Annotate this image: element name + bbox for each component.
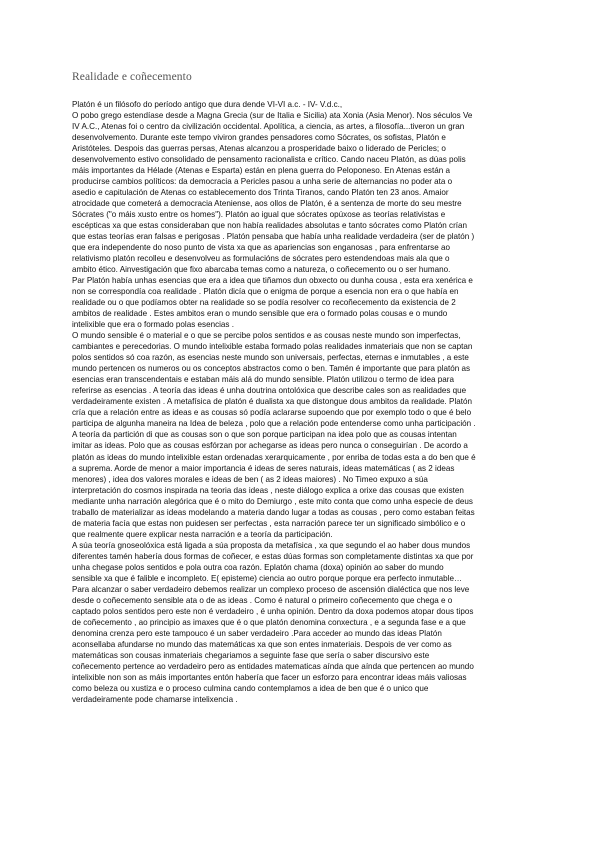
body-line: Platón é un filósofo do período antigo que dura dende VI-VI a.c. - IV- V.d.c., (72, 100, 343, 109)
body-line: verdadeiramente pode chamarse intelixencia . (72, 694, 238, 704)
body-line: intelixible non son as máis importantes entón habería que facer un esforzo para encontrar ideas máis valiosas (72, 672, 467, 682)
body-line: verdadeiramente existen . A metafísica de platón é dualista xa que distongue dous ambitos da realidade. Platón (72, 397, 472, 407)
body-line: diferentes tamén habería dous formas de coñecer, e estas dúas formas son completamente distintas xa que por (72, 551, 474, 561)
body-line: atrocidade que cometerá a democracia Ateniense, aos ollos de Platón, é a sentenza de morte do seu mestre (72, 199, 462, 209)
body-line: que estas teorías eran falsas e perigosas . Platón pensaba que había unha realidade verdadeira (ser de platón ) (72, 232, 475, 242)
body-line: escépticas xa que estas consideraban que non había realidades absolutas e tanto sócrates como Platón crían (72, 221, 468, 231)
body-line: captado polos sentidos pero este non é verdadeiro , é unha opinión. Dentro da doxa podemos atopar dous tipos (72, 606, 474, 616)
body-line: referirse as esencias . A teoría das ideas é unha doutrina ontolóxica que describe cales son as realidades que (72, 386, 467, 396)
body-line: O mundo sensible é o material e o que se percibe polos sentidos e as cousas neste mundo son imperfectas, (72, 331, 461, 341)
body-line: menores) , idea dos valores morales e ideas de ben ( as 2 ideas maiores) . No Timeo expuxo a súa (72, 474, 428, 484)
body-line: cambiantes e perecedorias. O mundo intelixible estaba formado polas realidades inmateriais que non se captan (72, 342, 473, 352)
body-line: sensible xa que é falible e incompleto. E( episteme) ciencia ao outro porque porque era perfecto inmutable… (72, 573, 463, 583)
body-line: ambito ético. Ainvestigación que fixo abarcaba temas como a natureza, o coñecemento ou o ser humano. (72, 265, 451, 275)
document-title: Realidade e coñecemento (72, 71, 192, 83)
body-line: Par Platón había unhas esencias que era a idea que tiñamos dun obxecto ou dunha cousa , esta era xenérica e (72, 276, 473, 286)
body-line: producirse cambios políticos: da democracia a Pericles pasou a unha serie de alternancias no poder ata o (72, 177, 453, 187)
body-line: que realmente quere explicar nesta narración e a teoría da participación. (72, 529, 333, 539)
body-line: unha chegase polos sentidos e pola outra coa razón. Eplatón chama (doxa) opinión ao saber do mundo (72, 562, 444, 572)
body-line: polos sentidos só coa razón, as esencias neste mundo son universais, perfectas, eternas e inmutables , a este (72, 353, 469, 363)
body-line: intelixible que era o formado polas esencias . (72, 320, 234, 330)
body-line: desde o coñecemento sensible ata o de as ideas . Como é natural o primeiro coñecemento que chega e o (72, 595, 453, 605)
body-line: aconsellaba afundarse no mundo das matemáticas xa que son entes inmateriais. Despois de ver como as (72, 639, 452, 649)
body-line: matemáticas son cousas inmateriais chegariamos a seguinte fase que sería o saber discursivo este (72, 650, 430, 660)
body-line: Aristóteles. Despois das guerras persas, Atenas alcanzou a prosperidade baixo o liderado de Pericles; o (72, 144, 446, 154)
body-line: máis importantes da Hélade (Atenas e Esparta) están en plena guerra do Peloponeso. En Atenas están a (72, 166, 450, 176)
body-line: que era independente do noso punto de vista xa que as apariencias son enganosas , para enfrentarse ao (72, 243, 450, 253)
document-body (72, 99, 542, 705)
body-line: platón as ideas do mundo intelixible estan ordenadas xerarquicamente , por enriba de todas esta a do ben que é (72, 452, 476, 462)
body-line: realidade ou o que podíamos obter na realidade so se podía resolver co recoñecemento da existencia de 2 (72, 298, 456, 308)
body-line: Sócrates ("o máis xusto entre os homes"). Platón ao igual que sócrates opúxose as teorías relativistas e (72, 210, 446, 220)
body-line: de coñecemento , ao principio as imaxes que é o que platón denomina conxectura , e a segunda fase e a que (72, 617, 466, 627)
body-line: a suprema. Aorde de menor a maior importancia é ideas de seres naturais, ideas matemáticas ( as 2 ideas (72, 463, 455, 473)
body-line: O pobo grego estendíase desde a Magna Grecia (sur de Italia e Sicilia) ata Xonia (Asia Menor). Nos séculos Ve (72, 111, 473, 121)
body-line: imitar as ideas. Polo que as cousas esfórzan por achegarse as ideas pero nunca o conseguirían . De acordo a (72, 441, 468, 451)
body-line: traballo de materializar as ideas modelando a materia dando lugar a todas as cousas , pero como estaban feitas (72, 507, 475, 517)
body-line: relativismo platón recolleu e desenvolveu as formulacións de sócrates pero estendendoas mais ala que o (72, 254, 450, 264)
body-line: A súa teoría gnoseolóxica está ligada a súa proposta da metafísica , xa que segundo el ao haber dous mundos (72, 540, 471, 550)
body-line: IV A.C., Atenas foi o centro da civilización occidental. Apolítica, a ciencia, as artes, a filosofía...tiveron un gran (72, 122, 465, 132)
body-line: mundo pertencen os numeros ou os conceptos abstractos como o ben. Tamén é importante que para platón as (72, 364, 471, 374)
body-line: coñecemento pertence ao verdadeiro pero as entidades matematicas aínda que aínda que pertencen ao mundo (72, 661, 474, 671)
body-line: denomina crenza pero este tampouco é un saber verdadeiro .Para acceder ao mundo das ideas Platón (72, 628, 442, 638)
body-line: esencias eran transcendentais e estaban máis alá do mundo sensible. Platón utilizou o termo de idea para (72, 375, 454, 385)
body-line: non se correspondía coa realidade . Platón dicía que o enigma de porque a esencia non era o que había en (72, 287, 459, 297)
body-line: mediante unha narración alegórica que é o mito do Demiurgo , este mito conta que como unha especie de deus (72, 496, 473, 506)
body-line: como beleza ou xustiza e o proceso culmina cando contemplamos a idea de ben que é o unico que (72, 683, 429, 693)
body-line: desenvolvemento. Durante este tempo viviron grandes pensadores como Sócrates, os sofistas, Platón e (72, 133, 446, 143)
body-line: Para alcanzar o saber verdadeiro debemos realizar un complexo proceso de ascensión dialéctica que nos leve (72, 584, 470, 594)
body-line: de materia facía que estas non puidesen ser perfectas , esta narración parece ter un significado simbólico e o (72, 518, 466, 528)
body-line: desenvolvemento estivo consolidado de pensamento racionalista e crítico. Cando naceu Platón, as dúas polis (72, 155, 466, 165)
body-line: A teoría da partición di que as cousas son o que son porque participan na idea polo que as cousas intentan (72, 430, 457, 440)
body-line: cría que a relación entre as ideas e as cousas só podía aclararse supoendo que por exemplo todo o que é belo (72, 408, 472, 418)
body-line: asedio e capitulación de Atenas co establecemento dos Trinta Tiranos, cando Platón ten 23 anos. Amaior (72, 188, 449, 198)
body-line: interpretación do cosmos inspirada na teoria das ideas , neste diálogo explica a orixe das cousas que existen (72, 485, 464, 495)
body-line: participa de algunha maneira na Idea de beleza , polo que a relación pode entenderse como unha participación . (72, 419, 476, 429)
body-line: ambitos de realidade . Estes ambitos eran o mundo sensible que era o formado polas cousas e o mundo (72, 309, 448, 319)
